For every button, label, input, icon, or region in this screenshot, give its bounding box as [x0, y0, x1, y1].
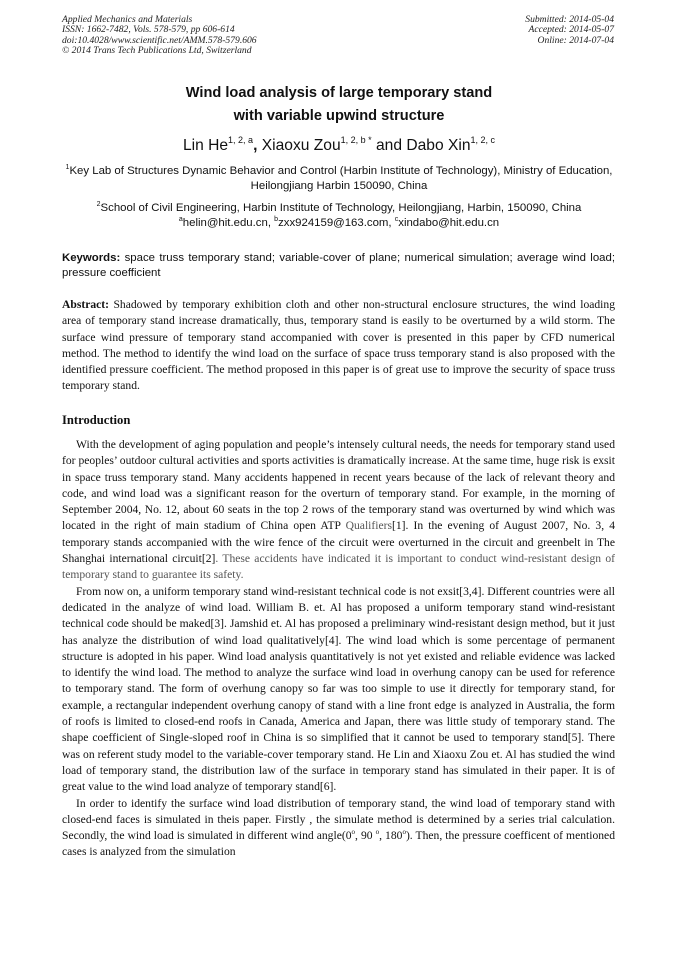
paragraph-text: . These accidents have indicated it is important to conduct wind-resistant design of temporary stand to guarantee its safety. — [62, 552, 616, 582]
affiliation-2 — [62, 201, 616, 232]
paragraph — [62, 437, 615, 584]
affiliation-number: 1 — [65, 164, 70, 171]
email-mark: a — [178, 216, 183, 224]
paragraph-text: In order to identify the surface wind load distribution of temporary stand, the wind load of temporary stand with closed-end faces is simulated in theis paper. Firstly , the simulate method is determined by a series trial calculation. Secondly, the wind load is simulated in different wind angle(0 — [62, 796, 615, 843]
journal-name: Applied Mechanics and Materials — [62, 14, 193, 25]
title-line-1: Wind load analysis of large temporary stand — [185, 85, 493, 101]
author-name: Lin He — [182, 137, 229, 154]
journal-doi: doi:10.4028/www.scientific.net/AMM.578-579.606 — [62, 34, 257, 46]
keywords-label: Keywords: — [62, 252, 121, 264]
degree-mark: o — [402, 828, 406, 837]
paper-title — [0, 82, 678, 128]
author-name: Xiaoxu Zou — [257, 137, 341, 154]
email-mark: b — [274, 216, 279, 224]
introduction-body — [62, 437, 615, 861]
journal-issn: ISSN: 1662-7482, Vols. 578-579, pp 606-614 — [62, 24, 235, 36]
accepted-date: Accepted: 2014-05-07 — [528, 24, 614, 36]
author-separator: , — [253, 137, 258, 154]
abstract-section — [62, 297, 615, 395]
author-list — [0, 137, 678, 155]
author-email: zxx924159@163.com, — [278, 217, 395, 230]
journal-copyright: © 2014 Trans Tech Publications Ltd, Switzerland — [62, 44, 252, 56]
paragraph-text: , 90 — [355, 829, 376, 843]
author-name: and Dabo Xin — [371, 137, 471, 154]
journal-header-left — [62, 15, 257, 56]
author-email: xindabo@hit.edu.cn — [398, 217, 500, 230]
author-affiliation-mark: 1, 2, a — [228, 135, 254, 145]
affiliation-text: Key Lab of Structures Dynamic Behavior and Control (Harbin Institute of Technology), Ministry of Education, Heilongjiang Harbin 150090, China — [69, 165, 613, 193]
journal-header-right — [525, 15, 614, 46]
paragraph-text: ). Then, the pressure coefficent of mentioned cases is analyzed from the simulation — [62, 829, 616, 859]
paragraph-text: With the development of aging population and people’s intensely cultural needs, the needs for temporary stand used for peoples’ outdoor cultural activities and sports activities is dramatically increase. At the same time, huge risk is exsit in space truss temporary stand. Many accidents happened in recent years because of the lack of relevant theory and code, and wind load was a significant reason for the overturn of temporary stand. For example, in the morning of September 2004, No. 12, about 60 seats in the top 2 rows of the temporary stand was overturned by wind which was located in the right of main stadium of China open ATP — [62, 438, 615, 533]
abstract-text: Shadowed by temporary exhibition cloth and other non-structural enclosure structures, the wind loading area of temporary stand increase dramatically, thus, temporary stand is easily to be overturned by a wild storm. The surface wind pressure of temporary stand accompanied with cover is presented in this paper by CFD numerical method. The method to identify the wind load on the surface of space truss temporary stand is also proposed with the identified pressure coefficient. The method proposed in this paper is of great use to improve the security of space truss temporary stand. — [62, 298, 615, 393]
keywords-text: space truss temporary stand; variable-cover of plane; numerical simulation; average wind load; pressure coefficient — [62, 252, 615, 279]
author-affiliation-mark: 1, 2, b * — [340, 135, 372, 145]
email-mark: c — [394, 216, 399, 224]
title-line-2: with variable upwind structure — [233, 108, 445, 124]
submitted-date: Submitted: 2014-05-04 — [525, 14, 614, 25]
degree-mark: o — [351, 828, 355, 837]
online-date: Online: 2014-07-04 — [537, 34, 614, 46]
section-heading-introduction: Introduction — [62, 413, 131, 427]
abstract-label: Abstract: — [62, 298, 110, 311]
affiliation-text: School of Civil Engineering, Harbin Institute of Technology, Heilongjiang, Harbin, 150090, China — [100, 202, 582, 214]
keywords-section — [62, 251, 615, 281]
affiliation-1 — [62, 164, 616, 195]
paragraph-text: Qualifiers — [345, 519, 392, 533]
author-affiliation-mark: 1, 2, c — [470, 135, 496, 145]
degree-mark: o — [375, 828, 380, 837]
paragraph-text: [1]. In the evening of August 2007, No. 3, 4 temporary stands accompanied with the wire fence of the circuit were overturned in the circuit and greenbelt in The Shanghai international circuit[2] — [62, 519, 615, 566]
author-email: helin@hit.edu.cn, — [182, 217, 275, 230]
paragraph: From now on, a uniform temporary stand wind-resistant technical code is not exsit[3,4]. Different countries were all dedicated in the analyze of wind load. William B. et. Al has proposed a uniform temporary stand wind-resistant technical code should be maked[3]. Jamshid et. Al has proposed a preliminary wind-resistant design method, but it just has analyze the distribution of wind load qualitatively[4]. The wind load which is some percentage of permanent structure is adopted in his paper. Wind load analysis quantitatively is not yet existed and reliable evidence was lacked to identify the wind load. The method to analyze the surface wind load in overhung canopy can be used for reference to temporary stand. The form of overhung canopy so far was too simple to use it directly for temporary stand, for example, a rectangular independent overhung canopy of stand with a line front edge is analyzed in Australia, the form of roofs is limited to closed-end roofs in Canada, America and Japan, there was little study of temporary stand. The shape coefficient of Single-sloped roof in China is so simplified that it cannot be used to temporary stand[5]. There was on referent study model to the variable-cover temporary stand. He Lin and Xiaoxu Zou et. Al has studied the wind load of temporary stand, the distribution law of the surface in temporary stand has simulated in their paper. It is of great value to the wind load analyze of temporary stand[6]. — [62, 584, 615, 794]
paragraph-text: , 180 — [379, 829, 403, 843]
affiliation-number: 2 — [96, 201, 101, 208]
paragraph — [62, 796, 615, 861]
